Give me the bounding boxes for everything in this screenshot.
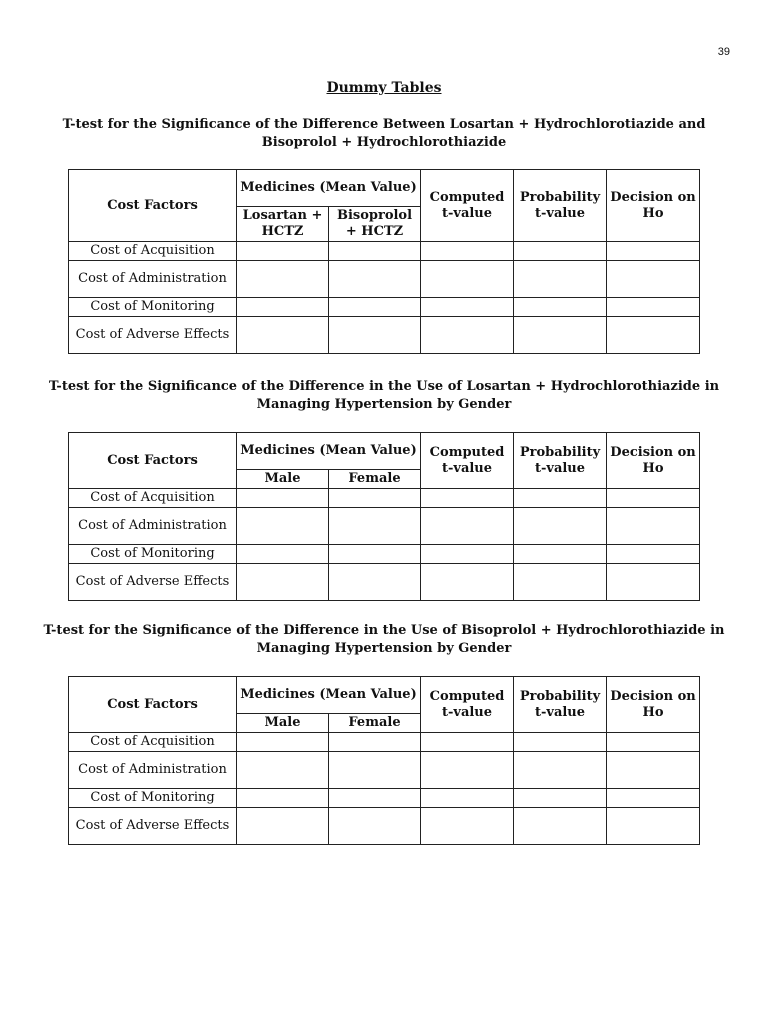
header-male: Male (237, 714, 329, 733)
row-label: Cost of Administration (69, 752, 237, 789)
empty-cell (237, 545, 329, 564)
header-cost-factors: Cost Factors (69, 170, 237, 242)
empty-cell (421, 317, 514, 354)
header-decision: Decision on Ho (607, 677, 700, 733)
empty-cell (607, 789, 700, 808)
empty-cell (514, 298, 607, 317)
empty-cell (421, 752, 514, 789)
empty-cell (329, 545, 421, 564)
header-medicines: Medicines (Mean Value) (237, 433, 421, 470)
header-bisoprolol-hctz: Bisoprolol + HCTZ (329, 207, 421, 242)
empty-cell (607, 808, 700, 845)
table-row (69, 789, 700, 808)
empty-cell (514, 489, 607, 508)
row-label: Cost of Acquisition (69, 242, 237, 261)
empty-cell (329, 317, 421, 354)
table-1 (68, 169, 700, 354)
table-row (69, 298, 700, 317)
table-3-caption: T-test for the Significance of the Difference in the Use of Bisoprolol + Hydrochlorothiazide in Managing Hypertension by Gender (43, 623, 725, 656)
empty-cell (237, 808, 329, 845)
empty-cell (421, 564, 514, 601)
empty-cell (329, 508, 421, 545)
empty-cell (607, 733, 700, 752)
empty-cell (329, 733, 421, 752)
empty-cell (237, 508, 329, 545)
empty-cell (237, 489, 329, 508)
empty-cell (237, 752, 329, 789)
empty-cell (514, 752, 607, 789)
empty-cell (514, 508, 607, 545)
empty-cell (607, 242, 700, 261)
empty-cell (421, 242, 514, 261)
page-number: 39 (717, 46, 730, 58)
empty-cell (514, 242, 607, 261)
table-row (69, 242, 700, 261)
table-row (69, 808, 700, 845)
empty-cell (421, 733, 514, 752)
header-computed-t-value: Computed t-value (421, 433, 514, 489)
row-label: Cost of Monitoring (69, 545, 237, 564)
table-1-caption: T-test for the Significance of the Difference Between Losartan + Hydrochlorotiazide and Bisoprolol + Hydrochlorothiazide (62, 117, 706, 150)
empty-cell (514, 545, 607, 564)
header-computed-t-value: Computed t-value (421, 170, 514, 242)
header-medicines: Medicines (Mean Value) (237, 170, 421, 207)
empty-cell (514, 317, 607, 354)
header-cost-factors: Cost Factors (69, 433, 237, 489)
header-probability-t-value: Probability t-value (514, 677, 607, 733)
header-computed-t-value: Computed t-value (421, 677, 514, 733)
empty-cell (237, 242, 329, 261)
header-probability-t-value: Probability t-value (514, 170, 607, 242)
table-3 (68, 676, 700, 845)
empty-cell (514, 808, 607, 845)
empty-cell (421, 508, 514, 545)
header-female: Female (329, 470, 421, 489)
table-row (69, 489, 700, 508)
row-label: Cost of Adverse Effects (69, 317, 237, 354)
header-losartan-hctz: Losartan + HCTZ (237, 207, 329, 242)
header-cost-factors: Cost Factors (69, 677, 237, 733)
table-row (69, 508, 700, 545)
header-decision: Decision on Ho (607, 433, 700, 489)
empty-cell (237, 789, 329, 808)
empty-cell (329, 752, 421, 789)
empty-cell (607, 545, 700, 564)
empty-cell (514, 261, 607, 298)
empty-cell (607, 261, 700, 298)
empty-cell (607, 752, 700, 789)
empty-cell (329, 298, 421, 317)
empty-cell (421, 489, 514, 508)
empty-cell (237, 261, 329, 298)
table-row (69, 752, 700, 789)
header-decision: Decision on Ho (607, 170, 700, 242)
table-2 (68, 432, 700, 601)
row-label: Cost of Monitoring (69, 298, 237, 317)
empty-cell (329, 789, 421, 808)
empty-cell (237, 298, 329, 317)
empty-cell (421, 808, 514, 845)
empty-cell (421, 545, 514, 564)
row-label: Cost of Administration (69, 261, 237, 298)
row-label: Cost of Acquisition (69, 489, 237, 508)
empty-cell (514, 733, 607, 752)
empty-cell (329, 564, 421, 601)
empty-cell (237, 564, 329, 601)
table-row (69, 545, 700, 564)
table-2-caption: T-test for the Significance of the Difference in the Use of Losartan + Hydrochlorothiazide in Managing Hypertension by Gender (48, 379, 720, 412)
header-probability-t-value: Probability t-value (514, 433, 607, 489)
row-label: Cost of Acquisition (69, 733, 237, 752)
header-medicines: Medicines (Mean Value) (237, 677, 421, 714)
table-row (69, 261, 700, 298)
empty-cell (607, 317, 700, 354)
empty-cell (607, 298, 700, 317)
empty-cell (237, 733, 329, 752)
header-female: Female (329, 714, 421, 733)
empty-cell (329, 489, 421, 508)
empty-cell (607, 564, 700, 601)
empty-cell (421, 261, 514, 298)
header-male: Male (237, 470, 329, 489)
empty-cell (329, 261, 421, 298)
empty-cell (421, 789, 514, 808)
table-row (69, 317, 700, 354)
page-title: Dummy Tables (326, 80, 442, 96)
row-label: Cost of Administration (69, 508, 237, 545)
empty-cell (607, 508, 700, 545)
row-label: Cost of Monitoring (69, 789, 237, 808)
empty-cell (514, 564, 607, 601)
empty-cell (329, 808, 421, 845)
empty-cell (607, 489, 700, 508)
empty-cell (421, 298, 514, 317)
empty-cell (514, 789, 607, 808)
table-row (69, 564, 700, 601)
row-label: Cost of Adverse Effects (69, 808, 237, 845)
empty-cell (329, 242, 421, 261)
row-label: Cost of Adverse Effects (69, 564, 237, 601)
empty-cell (237, 317, 329, 354)
table-row (69, 733, 700, 752)
